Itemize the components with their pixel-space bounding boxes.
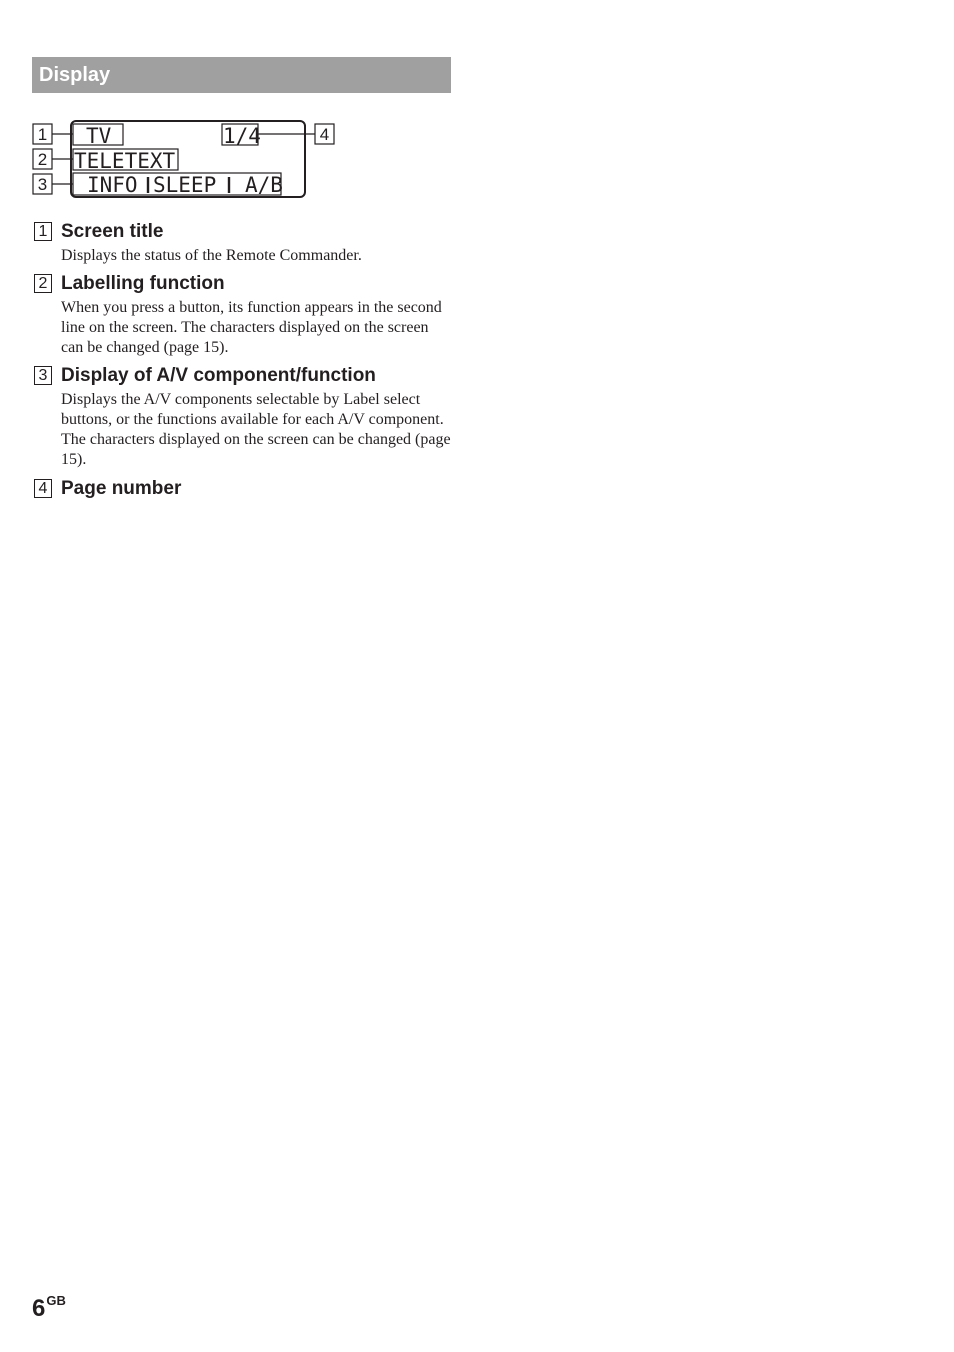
item-number-box: 1 <box>34 222 52 241</box>
page-number-text: 1/4 <box>223 124 261 148</box>
item-title: Display of A/V component/function <box>61 365 376 386</box>
page-number: 6 <box>32 1295 46 1322</box>
page-footer-number <box>32 1294 66 1324</box>
page-region-suffix: GB <box>46 1293 66 1308</box>
callout-1-label: 1 <box>37 125 48 144</box>
item-number-box: 2 <box>34 274 52 293</box>
item-av-component-display <box>32 365 452 387</box>
callout-3 <box>33 174 52 194</box>
item-page-number <box>32 478 452 500</box>
callout-2-label: 2 <box>37 150 48 169</box>
item-screen-title <box>32 221 452 243</box>
component-item-sleep: SLEEP <box>153 173 217 197</box>
section-title: Display <box>39 64 111 86</box>
display-diagram <box>0 0 954 215</box>
component-item-ab: A/B <box>245 173 283 197</box>
item-description: Displays the A/V components selectable by Label select buttons, or the functions available for each A/V component. The characters displayed on the screen can be changed (page 15). <box>61 391 451 468</box>
item-number-box: 4 <box>34 479 52 498</box>
item-description: When you press a button, its function appears in the second line on the screen. The characters displayed on the screen can be changed (page 15). <box>61 299 442 356</box>
callout-1 <box>33 124 52 144</box>
item-title: Page number <box>61 478 182 499</box>
component-item-info: INFO <box>87 173 138 197</box>
item-description: Displays the status of the Remote Commander. <box>61 247 362 264</box>
item-labelling-function <box>32 273 452 295</box>
callout-2 <box>33 149 52 169</box>
item-number-box: 3 <box>34 366 52 385</box>
callout-3-label: 3 <box>37 175 48 194</box>
item-title: Screen title <box>61 221 164 242</box>
screen-title-text: TV <box>86 124 112 148</box>
callout-4-label: 4 <box>319 125 330 144</box>
item-title: Labelling function <box>61 273 225 294</box>
label-function-text: TELETEXT <box>74 149 176 173</box>
callout-4 <box>315 124 334 144</box>
